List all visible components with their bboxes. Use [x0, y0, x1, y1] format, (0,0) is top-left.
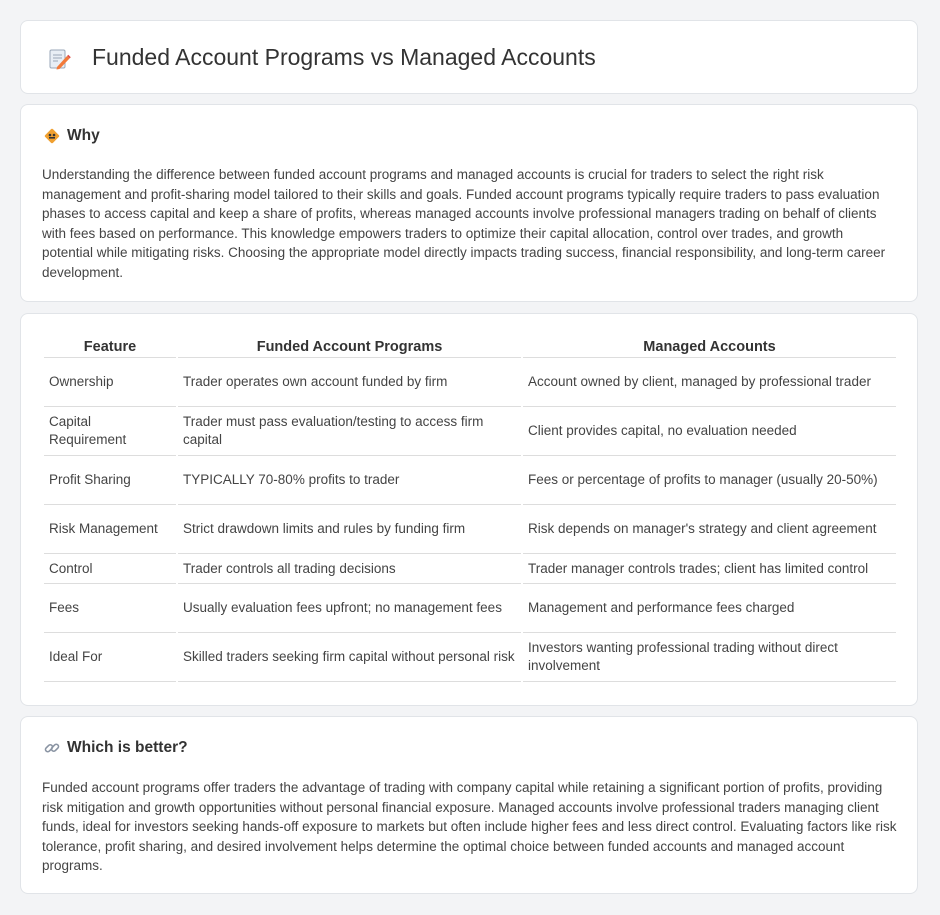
table-row: [44, 505, 896, 554]
managed-cell: Trader manager controls trades; client has limited control: [523, 554, 896, 584]
link-icon: [43, 739, 61, 757]
funded-cell: Trader controls all trading decisions: [178, 554, 521, 584]
managed-cell: Management and performance fees charged: [523, 584, 896, 633]
managed-cell: Account owned by client, managed by professional trader: [523, 358, 896, 407]
managed-cell: Client provides capital, no evaluation needed: [523, 407, 896, 456]
why-section: [20, 104, 918, 302]
header-card: [20, 20, 918, 94]
funded-cell: Skilled traders seeking firm capital without personal risk: [178, 633, 521, 682]
managed-cell: Investors wanting professional trading without direct involvement: [523, 633, 896, 682]
table-header-row: [44, 336, 896, 358]
better-text: Funded account programs offer traders the advantage of trading with company capital while retaining a significant portion of profits, providing risk mitigation and growth opportunities without personal financial exposure. Managed accounts involve professional traders managing client funds, ideal for investors seeking hands-off exposure to markets but often include higher fees and less direct control. Evaluating factors like risk tolerance, profit sharing, and desired involvement helps determine the optimal choice between funded accounts and managed account programs.: [42, 780, 897, 873]
column-header-funded: Funded Account Programs: [178, 336, 521, 358]
feature-cell: Ideal For: [44, 633, 176, 682]
column-header-managed: Managed Accounts: [523, 336, 896, 358]
page-title: Funded Account Programs vs Managed Accounts: [92, 44, 596, 70]
comparison-table: [42, 336, 898, 682]
column-header-feature: Feature: [44, 336, 176, 358]
funded-cell: Strict drawdown limits and rules by funding firm: [178, 505, 521, 554]
feature-cell: Control: [44, 554, 176, 584]
why-text: Understanding the difference between funded account programs and managed accounts is crucial for traders to select the right risk management and profit-sharing model tailored to their skills and goals. Funded account programs typically require traders to pass evaluation phases to access capital and keep a share of profits, whereas managed accounts involve professional managers trading on behalf of clients with fees based on performance. This knowledge empowers traders to optimize their capital allocation, control over trades, and growth potential while mitigating risks. Choosing the appropriate model directly impacts trading success, financial responsibility, and long-term career development.: [42, 167, 886, 280]
feature-cell: Capital Requirement: [44, 407, 176, 456]
funded-cell: Usually evaluation fees upfront; no management fees: [178, 584, 521, 633]
managed-cell: Risk depends on manager's strategy and client agreement: [523, 505, 896, 554]
funded-cell: Trader operates own account funded by firm: [178, 358, 521, 407]
table-row: [44, 554, 896, 584]
diamond-sign-icon: [43, 127, 61, 145]
funded-cell: TYPICALLY 70-80% profits to trader: [178, 456, 521, 505]
feature-cell: Risk Management: [44, 505, 176, 554]
comparison-table-card: [20, 313, 918, 706]
funded-cell: Trader must pass evaluation/testing to access firm capital: [178, 407, 521, 456]
which-is-better-section: [20, 716, 918, 894]
feature-cell: Ownership: [44, 358, 176, 407]
feature-cell: Profit Sharing: [44, 456, 176, 505]
table-row: [44, 456, 896, 505]
table-row: [44, 358, 896, 407]
table-row: [44, 407, 896, 456]
better-heading: Which is better?: [67, 739, 188, 756]
document-pencil-icon: [47, 47, 71, 71]
feature-cell: Fees: [44, 584, 176, 633]
table-row: [44, 584, 896, 633]
table-row: [44, 633, 896, 682]
managed-cell: Fees or percentage of profits to manager (usually 20-50%): [523, 456, 896, 505]
why-heading: Why: [67, 127, 100, 144]
